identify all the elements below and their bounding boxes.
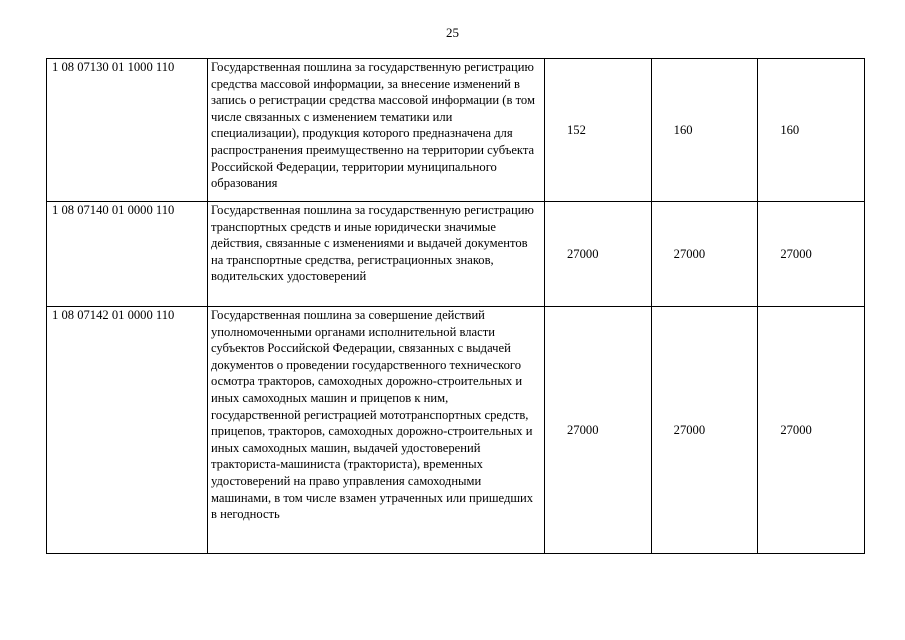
revenue-code-cell: 1 08 07142 01 0000 110 (47, 307, 208, 554)
revenue-code-cell: 1 08 07140 01 0000 110 (47, 202, 208, 307)
revenue-name-cell: Государственная пошлина за государственную регистрацию транспортных средств и иные юридически значимые действия, связанные с изменениями и выдачей документов на транспортные средства, регистрационных знаков, водительских удостоверений (208, 202, 545, 307)
revenue-name-cell: Государственная пошлина за совершение действий уполномоченными органами исполнительной власти субъектов Российской Федерации, связанных с выдачей документов о проведении государственного технического осмотра тракторов, самоходных дорожно-строительных и иных самоходных машин и прицепов к ним, государственной регистрацией мототранспортных средств, прицепов, тракторов, самоходных дорожно-строительных и иных самоходных машин, выдачей удостоверений тракториста-машиниста (тракториста), временных удостоверений на право управления самоходными машинами, в том числе взамен утраченных или пришедших в негодность (208, 307, 545, 554)
value-year-1-cell: 27000 (545, 202, 652, 307)
table-row (47, 202, 865, 307)
value-year-1-cell: 27000 (545, 307, 652, 554)
value-year-1-cell: 152 (545, 59, 652, 202)
value-year-3-cell: 160 (758, 59, 865, 202)
value-year-3-cell: 27000 (758, 307, 865, 554)
page-number: 25 (446, 25, 459, 40)
budget-revenue-table (46, 58, 865, 554)
value-year-2-cell: 160 (651, 59, 758, 202)
table-row (47, 307, 865, 554)
revenue-name-cell: Государственная пошлина за государственную регистрацию средства массовой информации, за внесение изменений в запись о регистрации средства массовой информации (в том числе связанных с изменением тематики или специализации), продукция которого предназначена для распространения преимущественно на территории субъекта Российской Федерации, территории муниципального образования (208, 59, 545, 202)
table-row (47, 59, 865, 202)
revenue-code-cell: 1 08 07130 01 1000 110 (47, 59, 208, 202)
value-year-2-cell: 27000 (651, 307, 758, 554)
value-year-2-cell: 27000 (651, 202, 758, 307)
value-year-3-cell: 27000 (758, 202, 865, 307)
